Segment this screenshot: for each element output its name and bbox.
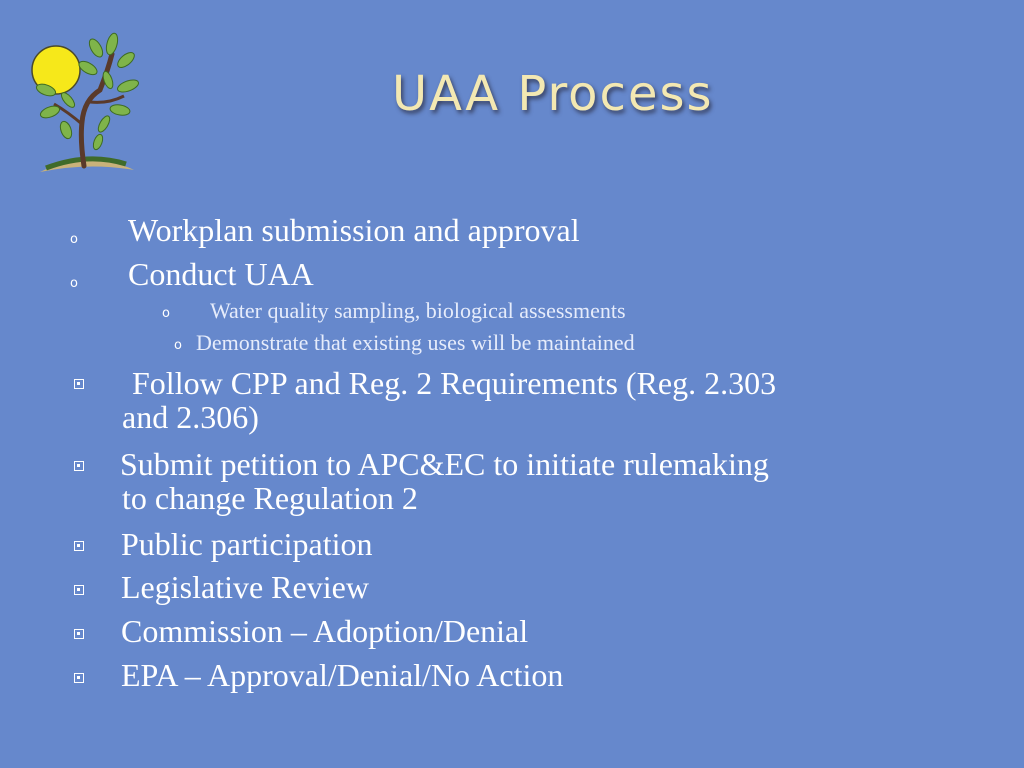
tree-sun-logo-icon — [28, 30, 140, 182]
list-item-submit-petition-line2: to change Regulation 2 — [122, 480, 418, 516]
list-item-submit-petition — [120, 447, 769, 515]
list-item-follow-cpp-line2: and 2.306) — [122, 399, 259, 435]
list-item-follow-cpp — [122, 366, 776, 434]
circle-bullet-icon: o — [70, 232, 78, 247]
list-item-commission: Commission – Adoption/Denial — [121, 613, 529, 649]
circle-bullet-icon: o — [162, 306, 170, 321]
list-item-submit-petition-line1: Submit petition to APC&EC to initiate rulemaking — [120, 446, 769, 482]
list-item-conduct-uaa: Conduct UAA — [128, 256, 314, 292]
list-subitem-sampling: Water quality sampling, biological assessments — [210, 298, 626, 323]
square-bullet-icon — [74, 379, 84, 389]
square-bullet-icon — [74, 461, 84, 471]
circle-bullet-icon: o — [70, 276, 78, 291]
circle-bullet-icon: o — [174, 338, 182, 353]
list-item-epa: EPA – Approval/Denial/No Action — [121, 657, 564, 693]
square-bullet-icon — [74, 629, 84, 639]
list-item-legislative-review: Legislative Review — [121, 569, 369, 605]
square-bullet-icon — [74, 585, 84, 595]
list-item-public-participation: Public participation — [121, 526, 373, 562]
square-bullet-icon — [74, 541, 84, 551]
list-item-follow-cpp-line1: Follow CPP and Reg. 2 Requirements (Reg. 2.303 — [132, 365, 777, 401]
list-subitem-existing-uses: Demonstrate that existing uses will be maintained — [196, 330, 635, 355]
slide-title: UAA Process — [392, 66, 714, 122]
square-bullet-icon — [74, 673, 84, 683]
list-item-workplan: Workplan submission and approval — [128, 212, 580, 248]
